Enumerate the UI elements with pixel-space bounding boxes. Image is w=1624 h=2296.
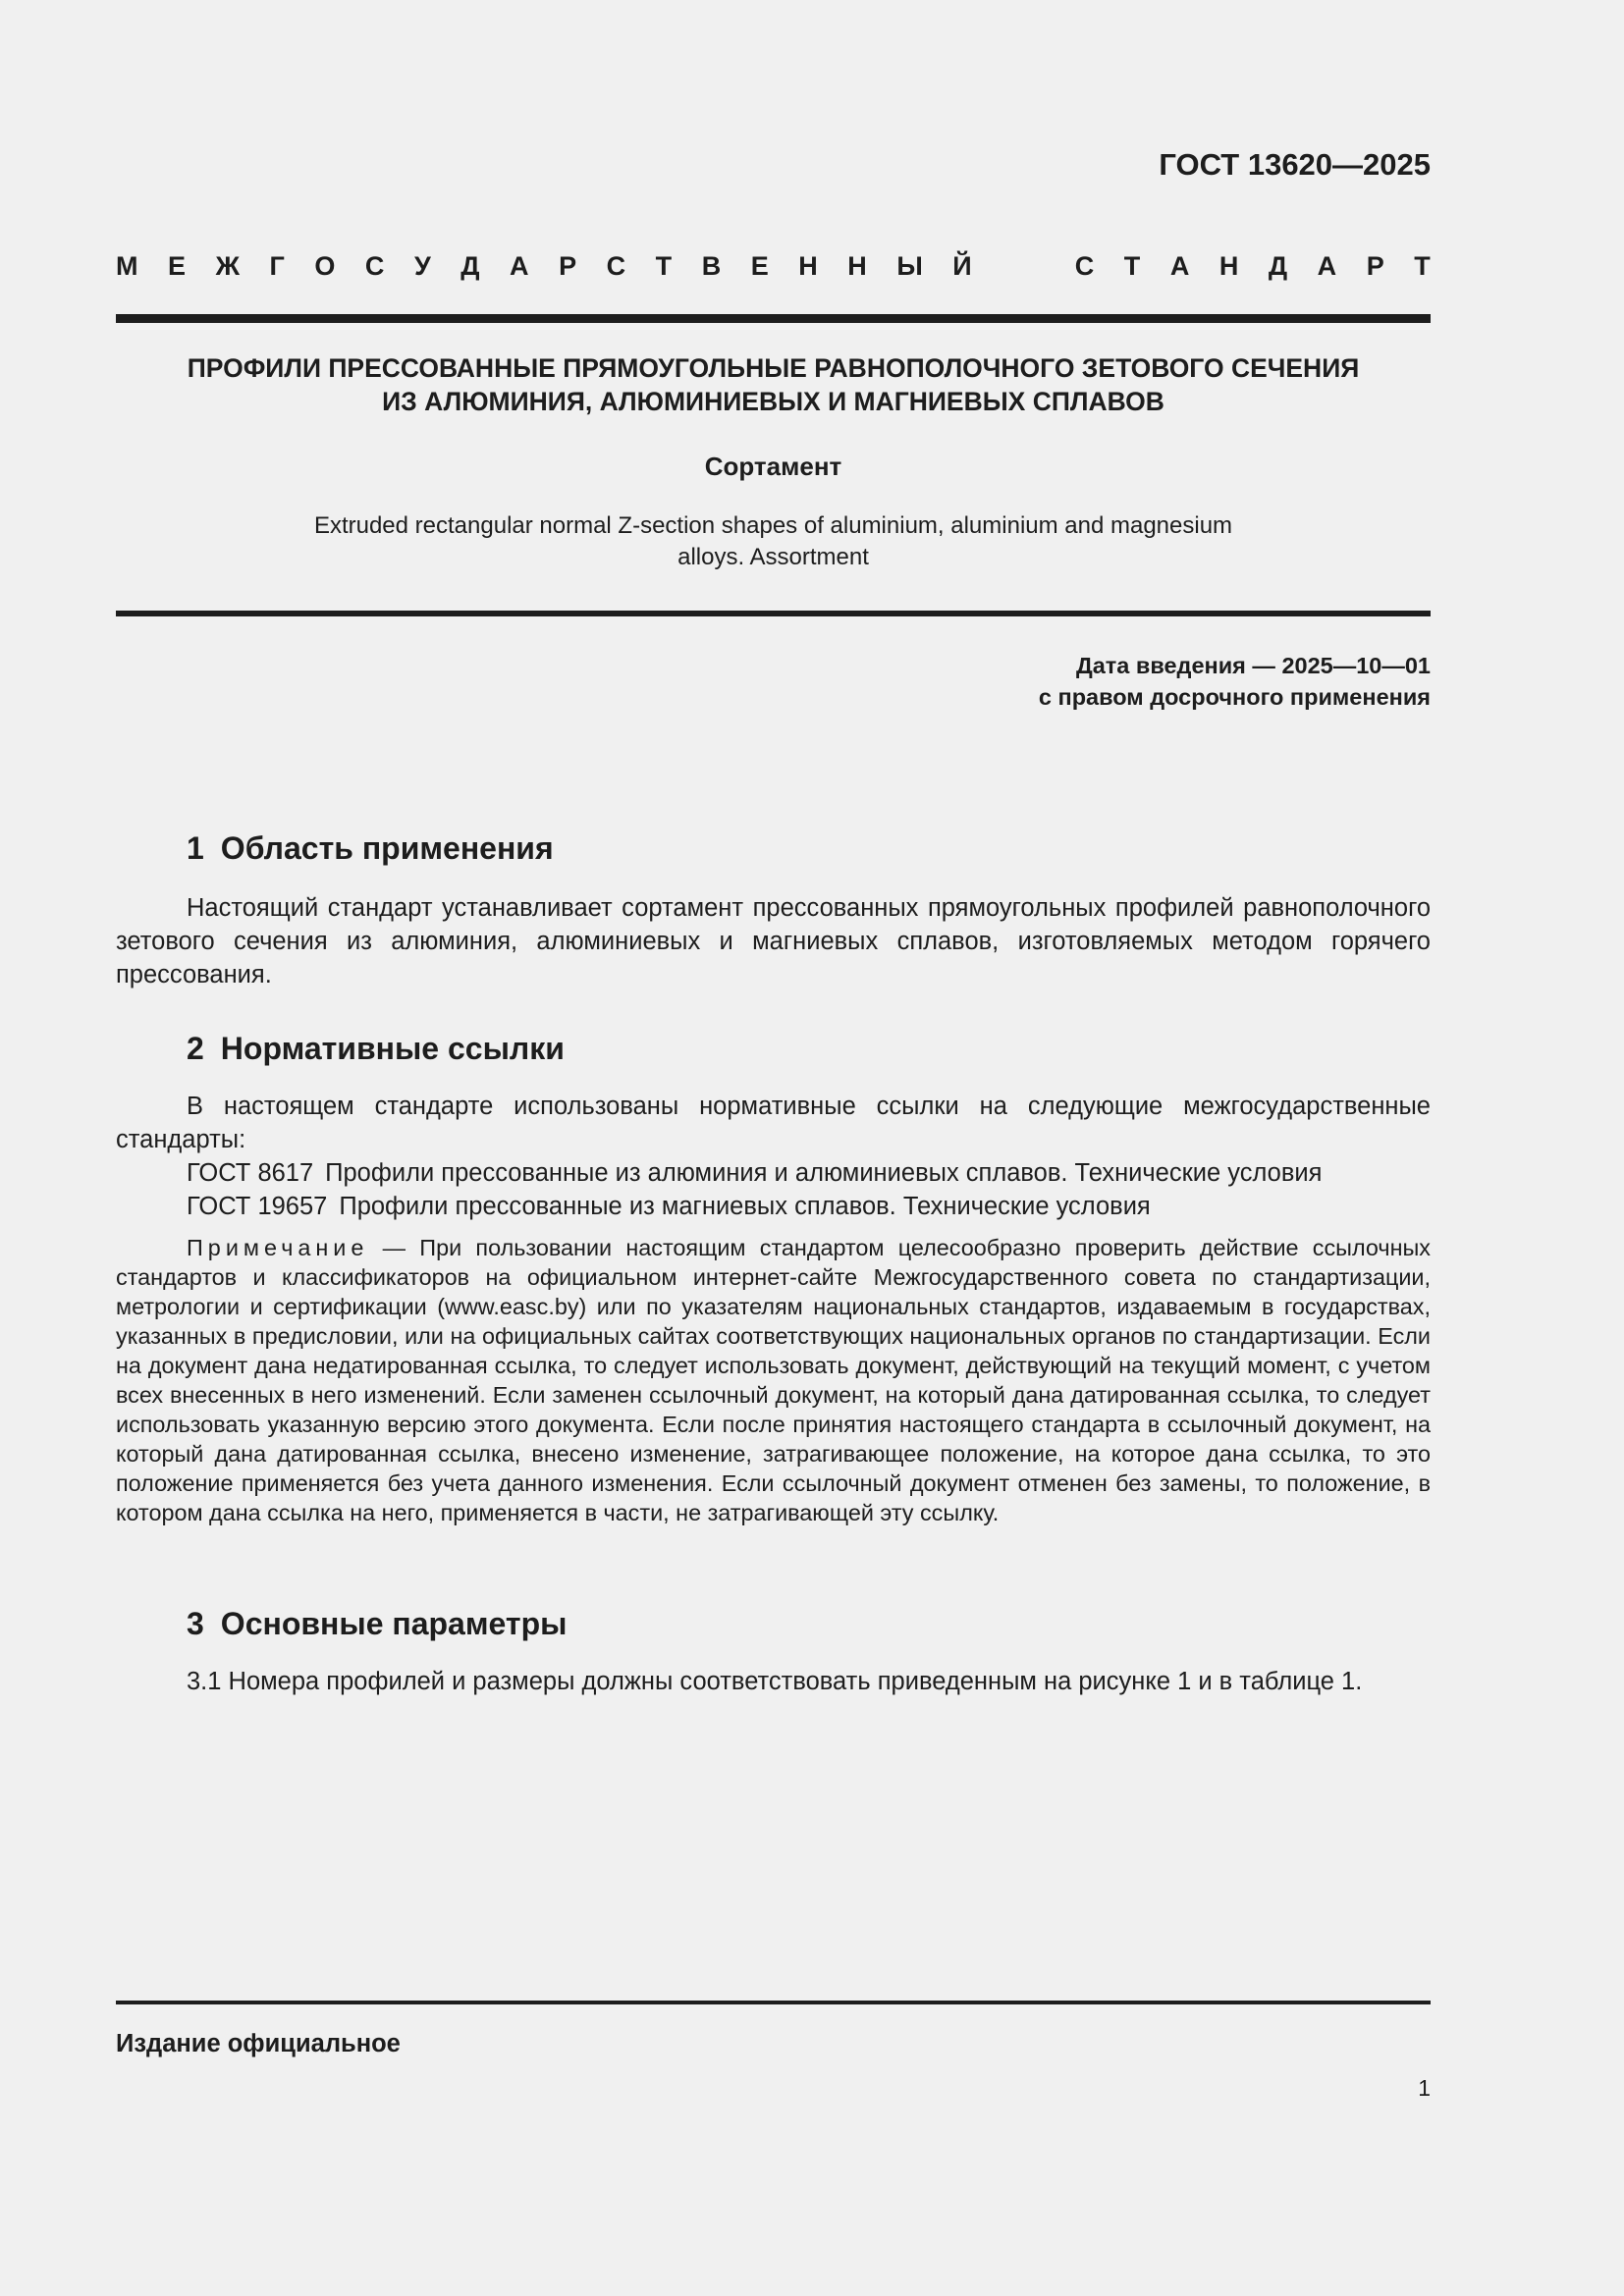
footer-divider	[116, 2001, 1431, 2004]
reference-item	[187, 1190, 1431, 1223]
banner-letter: Ы	[896, 251, 923, 281]
banner-letter: Н	[798, 251, 818, 281]
banner-letter: М	[116, 251, 138, 281]
english-title-line-1: Extruded rectangular normal Z-section shapes of aluminium, aluminium and magnesium	[313, 512, 1233, 539]
note-text: — При пользовании настоящим стандартом целесообразно проверить действие ссылочных стандартов и классификаторов на официальном интернет-сайте Межгосударственного совета по стандартизации, метрологии и сертификации (www.easc.by) или по указателям национальных стандартов, издаваемым в государствах, указанных в предисловии, или на официальных сайтах соответствующих национальных органов по стандартизации. Если на документ дана недатированная ссылка, то следует использовать документ, действующий на текущий момент, с учетом всех внесенных в него изменений. Если заменен ссылочный документ, на который дана датированная ссылка, то следует использовать указанную версию этого документа. Если после принятия настоящего стандарта в ссылочный документ, на который дана датированная ссылка, внесено изменение, затрагивающее положение, на которое дана ссылка, то это положение применяется без учета данного изменения. Если ссылочный документ отменен без замены, то положение, в котором дана ссылка на него, применяется в части, не затрагивающей эту ссылку.	[116, 1235, 1431, 1525]
banner-letter: У	[413, 251, 431, 281]
header-divider	[116, 314, 1431, 323]
banner-letter: Т	[1123, 251, 1141, 281]
reference-code: ГОСТ 19657	[187, 1193, 328, 1220]
document-page	[116, 0, 1431, 2296]
reference-title: Профили прессованные из алюминия и алюминиевых сплавов. Технические условия	[325, 1159, 1323, 1187]
scope-paragraph: Настоящий стандарт устанавливает сортамент прессованных прямоугольных профилей равнополочного зетового сечения из алюминия, алюминиевых и магниевых сплавов, изготовляемых методом горячего прессования.	[116, 894, 1431, 988]
section-number: 2	[187, 1031, 204, 1066]
standard-designation: ГОСТ 13620—2025	[1159, 147, 1431, 182]
section-number: 3	[187, 1606, 204, 1641]
banner-letter: Д	[460, 251, 480, 281]
main-parameters-paragraph: 3.1 Номера профилей и размеры должны соответствовать приведенным на рисунке 1 и в таблице 1.	[187, 1668, 1363, 1695]
banner-letter: Е	[750, 251, 769, 281]
banner-letter: Е	[168, 251, 187, 281]
title-line-2: ИЗ АЛЮМИНИЯ, АЛЮМИНИЕВЫХ И МАГНИЕВЫХ СПЛАВОВ	[382, 387, 1164, 416]
banner-letter: А	[1317, 251, 1337, 281]
section-heading-main-parameters	[187, 1606, 567, 1642]
reference-code: ГОСТ 8617	[187, 1159, 314, 1187]
introduction-date: Дата введения — 2025—10—01	[1075, 653, 1431, 678]
banner-letter: Н	[1218, 251, 1239, 281]
reference-item	[187, 1156, 1431, 1190]
document-title	[116, 351, 1431, 418]
references-note	[116, 1233, 1431, 1527]
banner-letter: Ж	[215, 251, 240, 281]
title-divider	[116, 611, 1431, 616]
banner-letter: С	[606, 251, 626, 281]
reference-title: Профили прессованные из магниевых сплавов. Технические условия	[339, 1193, 1151, 1220]
english-title	[116, 510, 1431, 573]
note-label: Примечание	[187, 1235, 369, 1260]
title-line-1: ПРОФИЛИ ПРЕССОВАННЫЕ ПРЯМОУГОЛЬНЫЕ РАВНОПОЛОЧНОГО ЗЕТОВОГО СЕЧЕНИЯ	[187, 353, 1360, 383]
banner-letter: Р	[1366, 251, 1384, 281]
section-title: Область применения	[220, 830, 554, 866]
section-heading-normative-references	[187, 1031, 565, 1067]
introduction-date-block	[1039, 650, 1431, 713]
section-title: Нормативные ссылки	[220, 1031, 565, 1066]
banner-letter: В	[701, 251, 722, 281]
interstate-standard-banner	[116, 251, 1431, 285]
banner-word-gap	[1001, 251, 1045, 285]
banner-letter: Д	[1268, 251, 1288, 281]
section-title: Основные параметры	[220, 1606, 568, 1641]
official-edition-label: Издание официальное	[116, 2030, 401, 2057]
banner-letter: Т	[1414, 251, 1431, 281]
section-heading-scope	[187, 830, 554, 867]
page-number: 1	[1418, 2075, 1431, 2101]
early-application-note: с правом досрочного применения	[1038, 684, 1431, 710]
banner-letter: Р	[559, 251, 577, 281]
banner-letter: О	[314, 251, 336, 281]
banner-letter: Й	[952, 251, 972, 281]
document-subtitle: Сортамент	[704, 452, 842, 481]
english-title-line-2: alloys. Assortment	[677, 544, 869, 570]
references-intro-paragraph: В настоящем стандарте использованы нормативные ссылки на следующие межгосударственные стандарты:	[116, 1093, 1431, 1153]
section-number: 1	[187, 830, 204, 866]
banner-letter: С	[364, 251, 385, 281]
banner-letter: Т	[655, 251, 673, 281]
banner-letter: Н	[847, 251, 867, 281]
banner-letter: А	[510, 251, 529, 281]
banner-letter: С	[1074, 251, 1095, 281]
banner-letter: Г	[269, 251, 285, 281]
banner-letter: А	[1169, 251, 1190, 281]
